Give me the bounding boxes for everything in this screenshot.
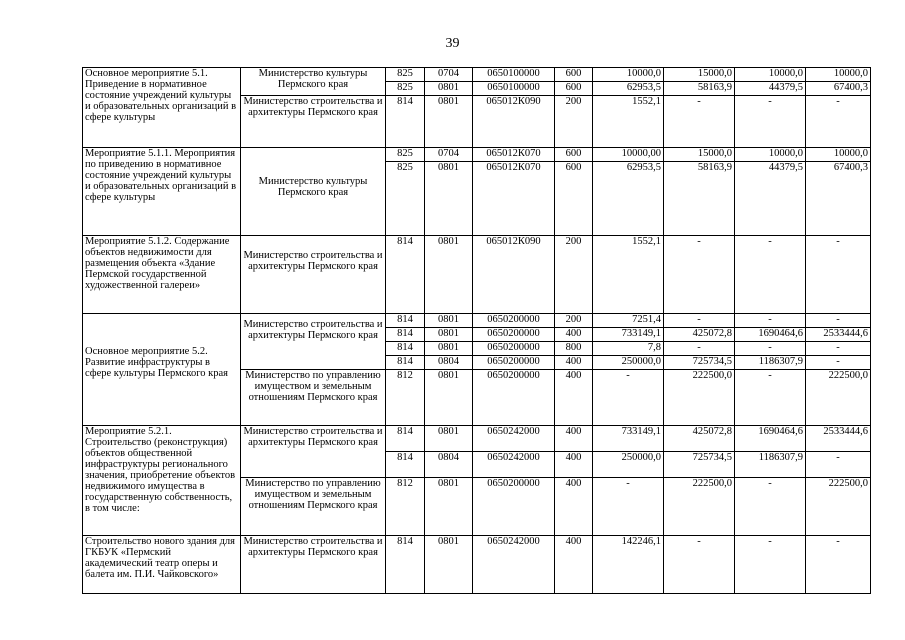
cell-v3: - [735,478,806,536]
cell-vr: 400 [555,426,593,452]
cell-v2: - [664,342,735,356]
table-row [83,426,871,452]
cell-v4: - [806,96,871,148]
cell-v4: - [806,536,871,594]
cell-v3: 44379,5 [735,82,806,96]
table-row [83,536,871,594]
cell-vr: 600 [555,82,593,96]
cell-v4: 222500,0 [806,370,871,426]
table-row [83,236,871,314]
cell-gr: 814 [386,452,425,478]
cell-vr: 600 [555,68,593,82]
cell-gr: 812 [386,478,425,536]
cell-rz: 0801 [425,236,473,314]
cell-rz: 0801 [425,426,473,452]
cell-v3: 10000,0 [735,148,806,162]
executor: Министерство строительства и архитектуры Пермского края [241,236,386,314]
cell-gr: 814 [386,426,425,452]
cell-v1: 733149,1 [593,328,664,342]
cell-v1: 10000,0 [593,68,664,82]
cell-v1: 1552,1 [593,236,664,314]
item-name: Строительство нового здания для ГКБУК «Пермский академический театр оперы и балета им. П.И. Чайковского» [83,536,241,594]
cell-v2: - [664,236,735,314]
item-name: Мероприятие 5.2.1. Строительство (реконструкция) объектов общественной инфраструктуры регионального значения, приобретение объектов недвижимого имущества в государственную собственность, в том числе: [83,426,241,536]
cell-gr: 825 [386,162,425,236]
cell-rz: 0804 [425,452,473,478]
executor: Министерство строительства и архитектуры Пермского края [241,426,386,478]
executor: Министерство строительства и архитектуры Пермского края [241,96,386,148]
cell-cs: 065012К090 [473,96,555,148]
cell-rz: 0801 [425,162,473,236]
cell-vr: 400 [555,356,593,370]
cell-cs: 0650100000 [473,68,555,82]
cell-gr: 814 [386,314,425,328]
cell-vr: 600 [555,162,593,236]
cell-cs: 0650200000 [473,370,555,426]
cell-v3: - [735,342,806,356]
cell-rz: 0801 [425,96,473,148]
cell-gr: 812 [386,370,425,426]
cell-gr: 814 [386,96,425,148]
cell-v2: 15000,0 [664,68,735,82]
cell-rz: 0704 [425,148,473,162]
cell-v1: 142246,1 [593,536,664,594]
cell-vr: 800 [555,342,593,356]
item-name: Мероприятие 5.1.1. Мероприятия по приведению в нормативное состояние учреждений культуры и образовательных организаций в сфере культуры [83,148,241,236]
cell-v1: 10000,00 [593,148,664,162]
cell-v1: - [593,478,664,536]
cell-cs: 0650100000 [473,82,555,96]
cell-cs: 0650242000 [473,452,555,478]
cell-gr: 814 [386,356,425,370]
cell-v2: 725734,5 [664,356,735,370]
cell-v3: 44379,5 [735,162,806,236]
cell-gr: 825 [386,148,425,162]
cell-rz: 0801 [425,314,473,328]
cell-cs: 0650200000 [473,356,555,370]
cell-cs: 0650242000 [473,536,555,594]
executor: Министерство по управлению имуществом и земельным отношениям Пермского края [241,478,386,536]
cell-rz: 0801 [425,478,473,536]
cell-v3: 1690464,6 [735,328,806,342]
cell-gr: 814 [386,342,425,356]
cell-vr: 600 [555,148,593,162]
table-row [83,314,871,328]
executor: Министерство культуры Пермского края [241,148,386,236]
budget-table [82,67,871,594]
cell-gr: 814 [386,328,425,342]
cell-v3: 1186307,9 [735,452,806,478]
cell-rz: 0801 [425,342,473,356]
cell-v3: - [735,370,806,426]
page-number: 39 [445,36,460,51]
cell-v4: - [806,314,871,328]
cell-cs: 0650200000 [473,342,555,356]
cell-v4: 10000,0 [806,68,871,82]
cell-v3: - [735,236,806,314]
cell-vr: 400 [555,536,593,594]
cell-cs: 0650242000 [473,426,555,452]
cell-vr: 400 [555,478,593,536]
cell-v1: 62953,5 [593,162,664,236]
cell-cs: 0650200000 [473,478,555,536]
cell-v3: - [735,314,806,328]
cell-v1: 7,8 [593,342,664,356]
cell-cs: 065012К070 [473,148,555,162]
cell-rz: 0804 [425,356,473,370]
cell-v2: 15000,0 [664,148,735,162]
cell-vr: 200 [555,96,593,148]
cell-v2: 58163,9 [664,162,735,236]
cell-v3: 1690464,6 [735,426,806,452]
cell-v2: - [664,314,735,328]
cell-vr: 200 [555,314,593,328]
cell-v4: - [806,356,871,370]
cell-v2: - [664,96,735,148]
cell-v2: 222500,0 [664,370,735,426]
cell-v2: 425072,8 [664,426,735,452]
cell-rz: 0704 [425,68,473,82]
cell-vr: 400 [555,370,593,426]
cell-rz: 0801 [425,370,473,426]
executor: Министерство строительства и архитектуры Пермского края [241,536,386,594]
cell-gr: 825 [386,82,425,96]
cell-cs: 0650200000 [473,328,555,342]
executor: Министерство по управлению имуществом и земельным отношениям Пермского края [241,370,386,426]
cell-v1: 733149,1 [593,426,664,452]
cell-vr: 400 [555,452,593,478]
cell-v2: - [664,536,735,594]
cell-v2: 725734,5 [664,452,735,478]
cell-v2: 222500,0 [664,478,735,536]
table-row [83,68,871,82]
cell-v1: 62953,5 [593,82,664,96]
cell-cs: 0650200000 [473,314,555,328]
cell-v4: 2533444,6 [806,328,871,342]
cell-v1: 1552,1 [593,96,664,148]
item-name: Основное мероприятие 5.1. Приведение в нормативное состояние учреждений культуры и образовательных организаций в сфере культуры [83,68,241,148]
cell-v4: 10000,0 [806,148,871,162]
cell-v1: 250000,0 [593,356,664,370]
cell-vr: 400 [555,328,593,342]
item-name: Мероприятие 5.1.2. Содержание объектов недвижимости для размещения объекта «Здание Пермской государственной художественной галереи» [83,236,241,314]
executor: Министерство строительства и архитектуры Пермского края [241,314,386,370]
cell-v2: 58163,9 [664,82,735,96]
cell-v1: 250000,0 [593,452,664,478]
cell-v3: 1186307,9 [735,356,806,370]
cell-cs: 065012К090 [473,236,555,314]
cell-v4: - [806,452,871,478]
cell-vr: 200 [555,236,593,314]
cell-rz: 0801 [425,536,473,594]
cell-v3: - [735,96,806,148]
cell-gr: 814 [386,536,425,594]
item-name: Основное мероприятие 5.2. Развитие инфраструктуры в сфере культуры Пермского края [83,314,241,426]
cell-v1: - [593,370,664,426]
cell-v4: - [806,236,871,314]
cell-cs: 065012К070 [473,162,555,236]
cell-v4: 2533444,6 [806,426,871,452]
cell-gr: 814 [386,236,425,314]
cell-v3: - [735,536,806,594]
cell-v3: 10000,0 [735,68,806,82]
cell-rz: 0801 [425,82,473,96]
cell-v2: 425072,8 [664,328,735,342]
cell-v4: 222500,0 [806,478,871,536]
cell-v4: - [806,342,871,356]
table-row [83,148,871,162]
cell-v4: 67400,3 [806,162,871,236]
cell-gr: 825 [386,68,425,82]
cell-v1: 7251,4 [593,314,664,328]
executor: Министерство культуры Пермского края [241,68,386,96]
cell-v4: 67400,3 [806,82,871,96]
cell-rz: 0801 [425,328,473,342]
